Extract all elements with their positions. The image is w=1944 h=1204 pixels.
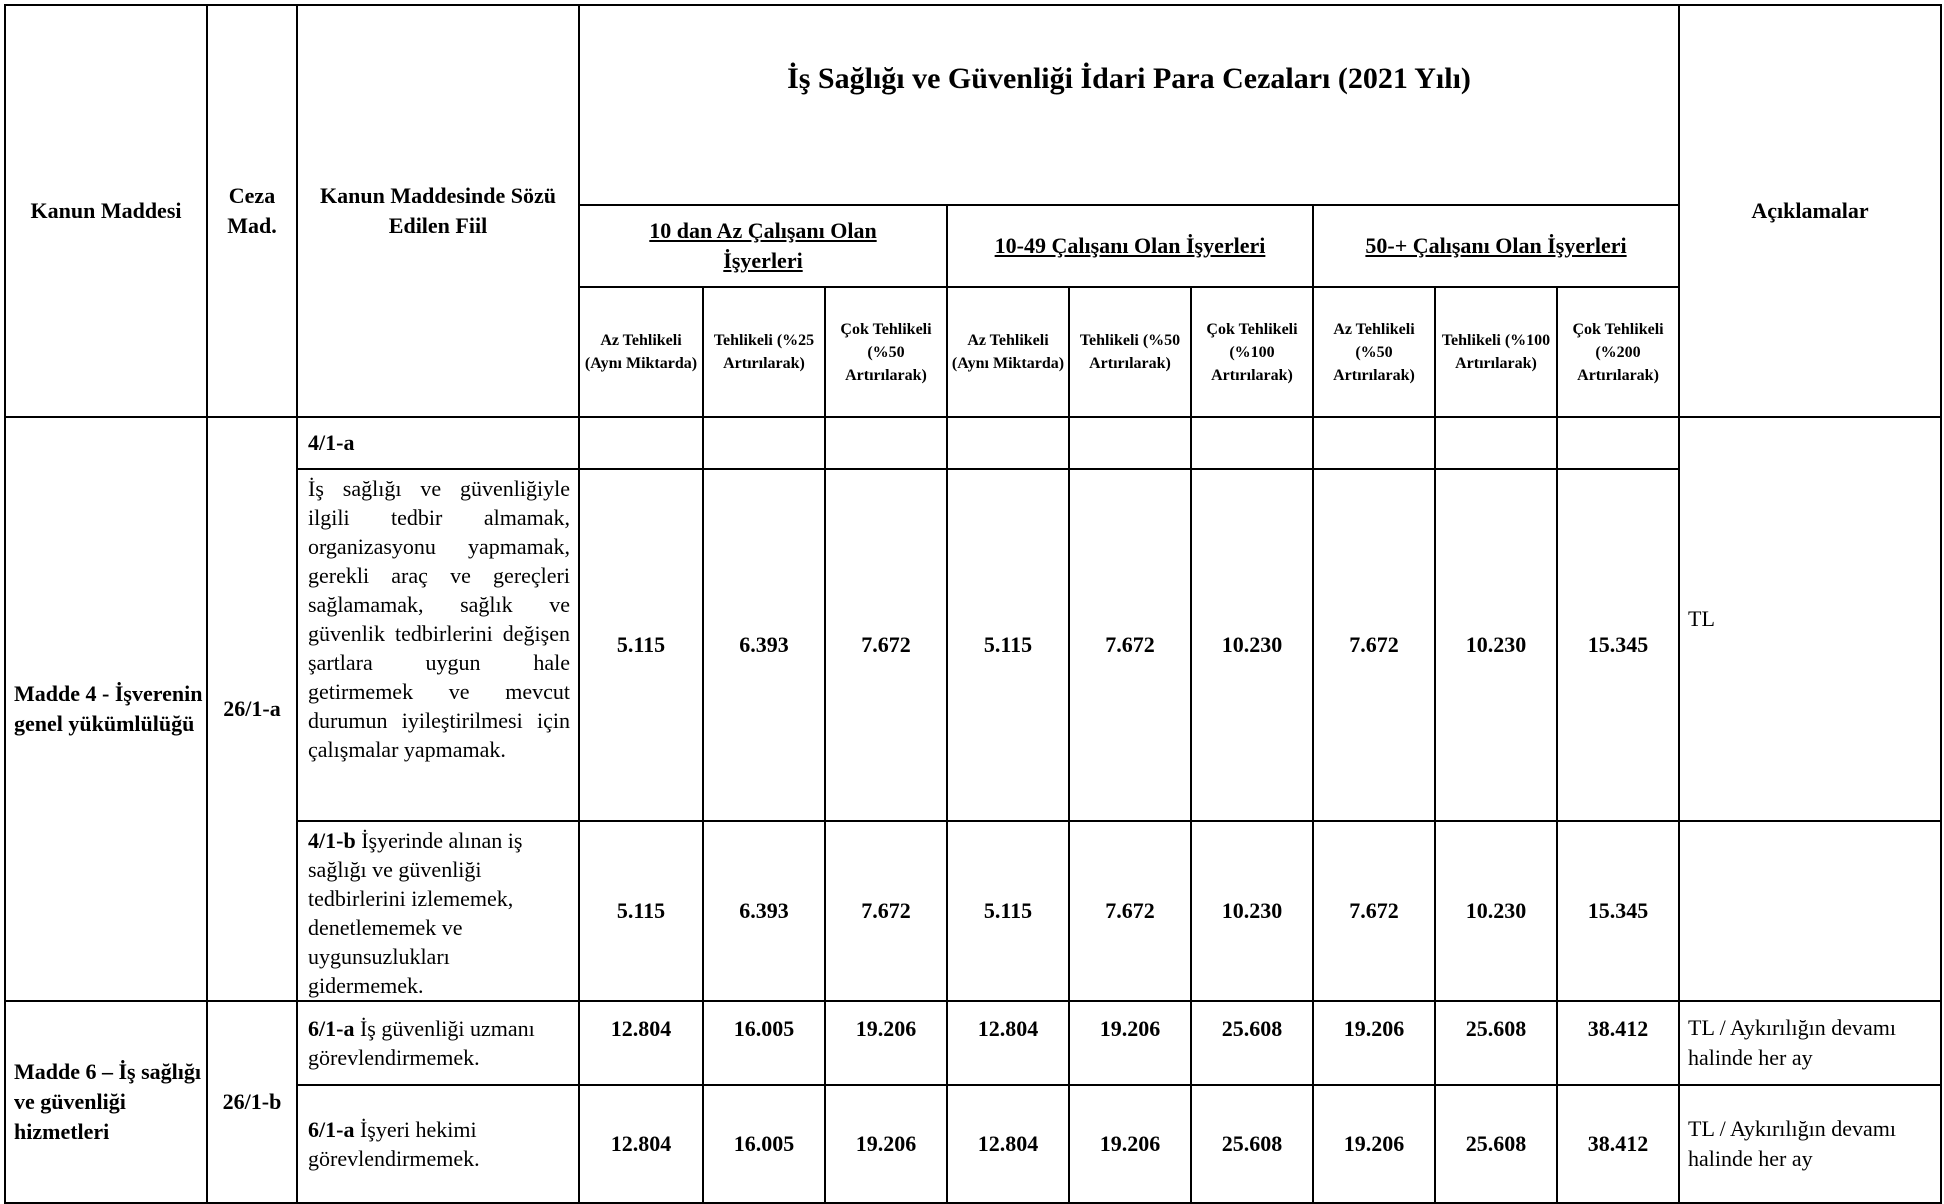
fine-value: 6.393 bbox=[703, 821, 825, 1001]
empty-cell bbox=[1313, 417, 1435, 469]
subcol-header: Tehlikeli (%100 Artırılarak) bbox=[1435, 287, 1557, 417]
fiil-text: İşyeri hekimi görevlendirmemek. bbox=[308, 1117, 480, 1171]
empty-cell bbox=[1191, 417, 1313, 469]
fine-value: 7.672 bbox=[1313, 469, 1435, 821]
subcol-header: Çok Tehlikeli (%200 Artırılarak) bbox=[1557, 287, 1679, 417]
header-kanun-maddesi: Kanun Maddesi bbox=[5, 5, 207, 417]
fine-value: 12.804 bbox=[579, 1001, 703, 1085]
empty-cell bbox=[1435, 417, 1557, 469]
fine-value: 7.672 bbox=[1069, 469, 1191, 821]
fine-value: 19.206 bbox=[1069, 1001, 1191, 1085]
header-fiil: Kanun Maddesinde Sözü Edilen Fiil bbox=[297, 5, 579, 417]
table-title: İş Sağlığı ve Güvenliği İdari Para Cezaları (2021 Yılı) bbox=[579, 5, 1679, 205]
empty-cell bbox=[1069, 417, 1191, 469]
fiil-text: İş güvenliği uzmanı görevlendirmemek. bbox=[308, 1016, 535, 1070]
fiil-cell bbox=[297, 1085, 579, 1203]
ceza-mad-cell: 26/1-a bbox=[207, 417, 297, 1001]
fine-value: 7.672 bbox=[1069, 821, 1191, 1001]
subcol-header: Az Tehlikeli (Aynı Miktarda) bbox=[947, 287, 1069, 417]
fine-value: 10.230 bbox=[1191, 469, 1313, 821]
fine-value: 19.206 bbox=[1313, 1085, 1435, 1203]
fine-value: 19.206 bbox=[1069, 1085, 1191, 1203]
fine-value: 5.115 bbox=[579, 821, 703, 1001]
fine-value: 19.206 bbox=[1313, 1001, 1435, 1085]
group-header-medium: 10-49 Çalışanı Olan İşyerleri bbox=[947, 205, 1313, 287]
subcol-header: Çok Tehlikeli (%100 Artırılarak) bbox=[1191, 287, 1313, 417]
penalty-table bbox=[4, 4, 1942, 1204]
fiil-cell bbox=[297, 821, 579, 1001]
article-code: 4/1-b bbox=[308, 828, 356, 853]
fine-value: 16.005 bbox=[703, 1001, 825, 1085]
fine-value: 7.672 bbox=[825, 469, 947, 821]
fine-value: 38.412 bbox=[1557, 1085, 1679, 1203]
subcol-header: Çok Tehlikeli (%50 Artırılarak) bbox=[825, 287, 947, 417]
fine-value: 15.345 bbox=[1557, 821, 1679, 1001]
group-header-small: 10 dan Az Çalışanı Olan İşyerleri bbox=[579, 205, 947, 287]
aciklama-cell bbox=[1679, 821, 1941, 1001]
subcol-header: Tehlikeli (%50 Artırılarak) bbox=[1069, 287, 1191, 417]
fine-value: 10.230 bbox=[1435, 821, 1557, 1001]
fine-value: 12.804 bbox=[947, 1085, 1069, 1203]
header-ceza-mad: Ceza Mad. bbox=[207, 5, 297, 417]
fiil-cell bbox=[297, 1001, 579, 1085]
kanun-maddesi-cell: Madde 6 – İş sağlığı ve güvenliği hizmetleri bbox=[5, 1001, 207, 1203]
fine-value: 19.206 bbox=[825, 1085, 947, 1203]
fine-value: 5.115 bbox=[579, 469, 703, 821]
subcol-header: Tehlikeli (%25 Artırılarak) bbox=[703, 287, 825, 417]
empty-cell bbox=[703, 417, 825, 469]
fine-value: 7.672 bbox=[825, 821, 947, 1001]
fine-value: 19.206 bbox=[825, 1001, 947, 1085]
fine-value: 5.115 bbox=[947, 469, 1069, 821]
article-code: 6/1-a bbox=[308, 1117, 355, 1142]
header-aciklamalar: Açıklamalar bbox=[1679, 5, 1941, 417]
empty-cell bbox=[1557, 417, 1679, 469]
empty-cell bbox=[825, 417, 947, 469]
fine-value: 25.608 bbox=[1435, 1001, 1557, 1085]
article-code: 6/1-a bbox=[308, 1016, 355, 1041]
fine-value: 16.005 bbox=[703, 1085, 825, 1203]
group-header-large: 50-+ Çalışanı Olan İşyerleri bbox=[1313, 205, 1679, 287]
fine-value: 12.804 bbox=[947, 1001, 1069, 1085]
subcol-header: Az Tehlikeli (Aynı Miktarda) bbox=[579, 287, 703, 417]
fine-value: 25.608 bbox=[1191, 1085, 1313, 1203]
fine-value: 7.672 bbox=[1313, 821, 1435, 1001]
aciklama-cell: TL bbox=[1679, 417, 1941, 821]
empty-cell bbox=[947, 417, 1069, 469]
aciklama-cell: TL / Aykırılığın devamı halinde her ay bbox=[1679, 1001, 1941, 1085]
kanun-maddesi-cell: Madde 4 - İşverenin genel yükümlülüğü bbox=[5, 417, 207, 1001]
subcol-header: Az Tehlikeli (%50 Artırılarak) bbox=[1313, 287, 1435, 417]
fiil-cell: İş sağlığı ve güvenliğiyle ilgili tedbir almamak, organizasyonu yapmamak, gerekli araç ve gereçleri sağlamamak, sağlık ve güvenlik tedbirlerini değişen şartlara uygun hale getirmemek ve mevcut durumun iyileştirilmesi için çalışmalar yapmamak. bbox=[297, 469, 579, 821]
article-code: 4/1-a bbox=[297, 417, 579, 469]
fine-value: 10.230 bbox=[1191, 821, 1313, 1001]
aciklama-cell: TL / Aykırılığın devamı halinde her ay bbox=[1679, 1085, 1941, 1203]
ceza-mad-cell: 26/1-b bbox=[207, 1001, 297, 1203]
fine-value: 15.345 bbox=[1557, 469, 1679, 821]
fine-value: 12.804 bbox=[579, 1085, 703, 1203]
fine-value: 25.608 bbox=[1191, 1001, 1313, 1085]
fine-value: 5.115 bbox=[947, 821, 1069, 1001]
fine-value: 10.230 bbox=[1435, 469, 1557, 821]
fine-value: 6.393 bbox=[703, 469, 825, 821]
fine-value: 38.412 bbox=[1557, 1001, 1679, 1085]
fine-value: 25.608 bbox=[1435, 1085, 1557, 1203]
empty-cell bbox=[579, 417, 703, 469]
fiil-text: İşyerinde alınan iş sağlığı ve güvenliği tedbirlerini izlememek, denetlememek ve uygunsuzlukları gidermemek. bbox=[308, 828, 523, 998]
